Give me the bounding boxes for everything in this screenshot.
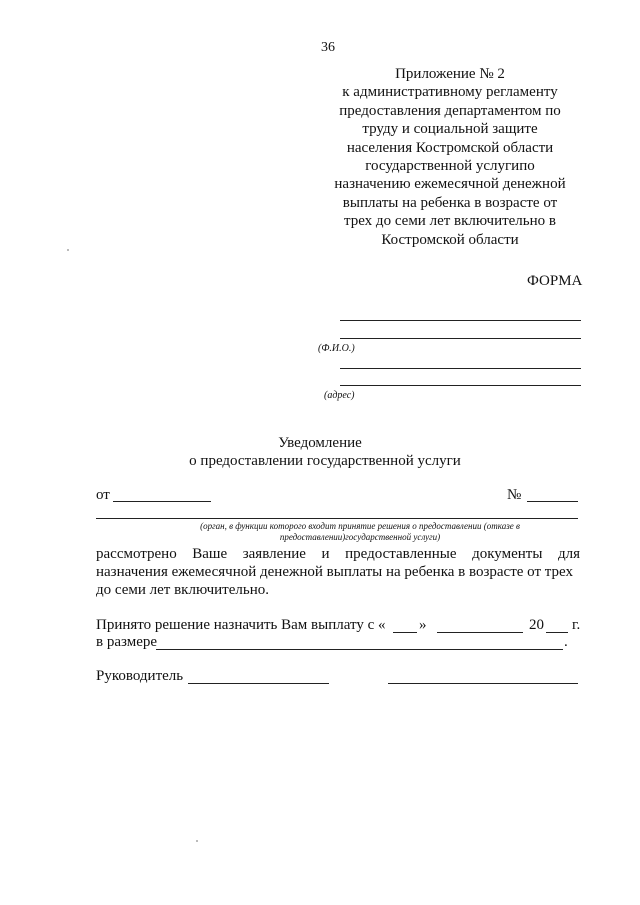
amount-line — [156, 649, 563, 650]
header-line: труду и социальной защите — [362, 121, 538, 138]
notice-title: Уведомление — [278, 435, 362, 451]
address-caption: (адрес) — [324, 390, 355, 401]
signatory-label: Руководитель — [96, 668, 184, 684]
scan-speck — [67, 249, 69, 251]
appendix-header — [330, 65, 570, 249]
body-line-3: до семи лет включительно. — [96, 582, 269, 598]
address-line-1 — [340, 368, 581, 369]
name-line — [388, 683, 578, 684]
header-line: назначению ежемесячной денежной — [334, 176, 566, 193]
scan-speck — [196, 840, 198, 842]
header-line: выплаты на ребенка в возрасте от — [342, 194, 558, 211]
fio-caption: (Ф.И.О.) — [318, 343, 355, 354]
header-line: населения Костромской области — [346, 139, 554, 156]
decision-quote-close: » — [419, 617, 427, 633]
header-line: Приложение № 2 — [395, 66, 505, 82]
year-suffix: г. — [572, 617, 581, 633]
date-line — [113, 501, 211, 502]
fio-line-2 — [340, 338, 581, 339]
number-line — [527, 501, 578, 502]
body-line-1: рассмотрено Ваше заявление и предоставленные документы для — [96, 546, 580, 562]
decision-text: Принято решение назначить Вам выплату с « — [96, 617, 386, 633]
address-line-2 — [340, 385, 581, 386]
amount-label: в размере — [96, 634, 158, 650]
year-prefix: 20 — [529, 617, 544, 633]
number-label: № — [507, 487, 522, 503]
day-line — [393, 632, 417, 633]
organ-line — [96, 518, 578, 519]
fio-line-1 — [340, 320, 581, 321]
organ-caption-line: (орган, в функции которого входит принятие решения о предоставлении (отказе в — [200, 521, 520, 531]
signature-line — [188, 683, 329, 684]
from-label: от — [96, 487, 110, 503]
month-line — [437, 632, 523, 633]
header-line: трех до семи лет включительно в — [343, 213, 556, 230]
header-line: Костромской области — [381, 231, 519, 248]
form-label: ФОРМА — [527, 273, 583, 289]
page-number: 36 — [321, 40, 335, 55]
header-line: к административному регламенту — [342, 84, 558, 101]
notice-subtitle: о предоставлении государственной услуги — [189, 453, 461, 469]
organ-caption-line: предоставлении)государственной услуги) — [279, 532, 441, 542]
header-line: предоставления департаментом по — [339, 102, 561, 119]
year-line — [546, 632, 568, 633]
body-line-2: назначения ежемесячной денежной выплаты на ребенка в возрасте от трех — [96, 564, 573, 580]
organ-caption — [120, 521, 600, 543]
amount-period: . — [564, 634, 568, 650]
header-line: государственной услугипо — [365, 158, 535, 175]
